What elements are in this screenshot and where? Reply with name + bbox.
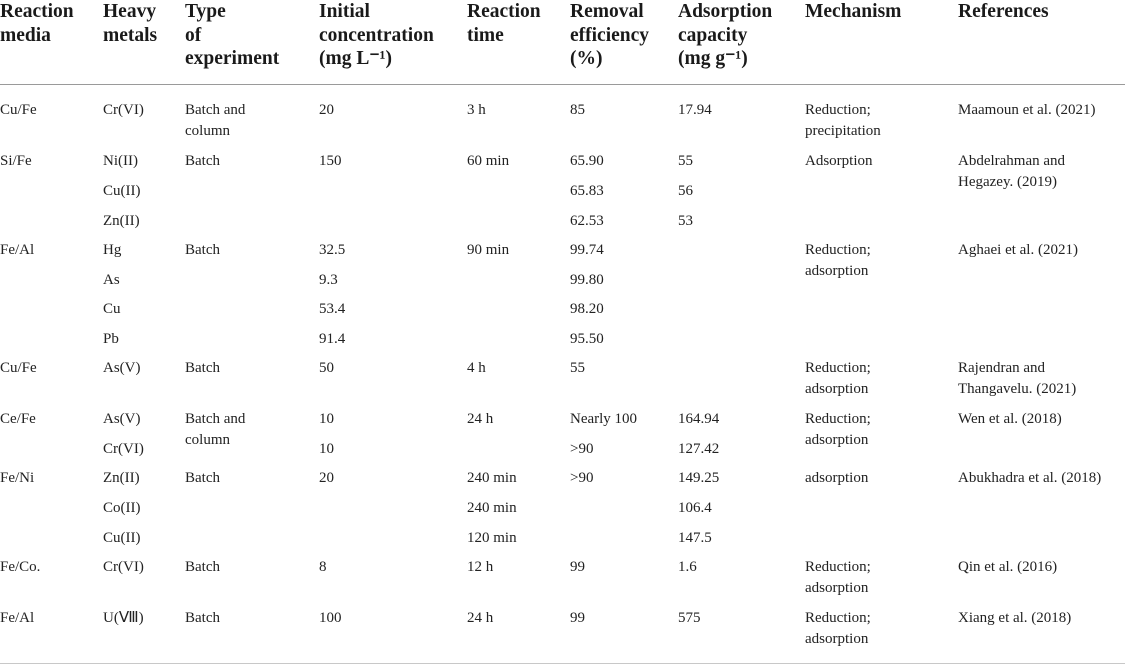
cell-heavy-metals: Cu(II) bbox=[103, 530, 141, 546]
cell-experiment-type: Batch bbox=[185, 242, 220, 258]
cell-adsorption-capacity: 17.94 bbox=[678, 102, 712, 118]
cell-reaction-time: 90 min bbox=[467, 242, 510, 258]
cell-experiment-type: Batch bbox=[185, 360, 220, 376]
cell-reaction-media: Fe/Al bbox=[0, 610, 35, 626]
header-rule bbox=[0, 84, 1125, 85]
cell-reaction-time: 240 min bbox=[467, 470, 517, 486]
cell-adsorption-capacity: 106.4 bbox=[678, 500, 712, 516]
cell-initial-concentration: 53.4 bbox=[319, 301, 346, 317]
cell-adsorption-capacity: 55 bbox=[678, 153, 693, 169]
cell-heavy-metals: Hg bbox=[103, 242, 122, 258]
cell-heavy-metals: Co(II) bbox=[103, 500, 141, 516]
cell-mechanism: Reduction; precipitation bbox=[805, 102, 881, 139]
cell-heavy-metals: Cu bbox=[103, 301, 121, 317]
cell-removal-efficiency: 62.53 bbox=[570, 213, 604, 229]
cell-initial-concentration: 100 bbox=[319, 610, 342, 626]
cell-removal-efficiency: 99.80 bbox=[570, 272, 604, 288]
cell-mechanism: Adsorption bbox=[805, 153, 873, 169]
cell-heavy-metals: Cr(VI) bbox=[103, 441, 144, 457]
cell-initial-concentration: 32.5 bbox=[319, 242, 346, 258]
cell-initial-concentration: 8 bbox=[319, 559, 327, 575]
cell-removal-efficiency: 99 bbox=[570, 610, 585, 626]
cell-reference: Wen et al. (2018) bbox=[958, 411, 1062, 427]
column-header-experiment-type: Type of experiment bbox=[185, 1, 280, 69]
cell-reaction-media: Fe/Co. bbox=[0, 559, 41, 575]
cell-reaction-time: 120 min bbox=[467, 530, 517, 546]
cell-initial-concentration: 50 bbox=[319, 360, 334, 376]
cell-adsorption-capacity: 127.42 bbox=[678, 441, 720, 457]
cell-initial-concentration: 91.4 bbox=[319, 331, 346, 347]
cell-mechanism: Reduction; adsorption bbox=[805, 411, 871, 448]
cell-adsorption-capacity: 575 bbox=[678, 610, 701, 626]
cell-initial-concentration: 9.3 bbox=[319, 272, 338, 288]
cell-removal-efficiency: 99.74 bbox=[570, 242, 604, 258]
cell-removal-efficiency: Nearly 100 bbox=[570, 411, 638, 427]
cell-reference: Maamoun et al. (2021) bbox=[958, 102, 1096, 118]
column-header-mechanism: Mechanism bbox=[805, 1, 902, 22]
cell-reference: Xiang et al. (2018) bbox=[958, 610, 1072, 626]
column-header-adsorption-capacity: Adsorption capacity (mg g⁻¹) bbox=[678, 1, 773, 69]
column-header-reaction-media: Reaction media bbox=[0, 1, 74, 46]
cell-reference: Qin et al. (2016) bbox=[958, 559, 1058, 575]
cell-reference: Abdelrahman and Hegazey. (2019) bbox=[958, 153, 1066, 190]
cell-mechanism: Reduction; adsorption bbox=[805, 559, 871, 596]
cell-reference: Abukhadra et al. (2018) bbox=[958, 470, 1102, 486]
bottom-rule bbox=[0, 663, 1125, 664]
cell-reaction-media: Cu/Fe bbox=[0, 360, 37, 376]
cell-adsorption-capacity: 56 bbox=[678, 183, 693, 199]
cell-experiment-type: Batch and column bbox=[185, 102, 246, 139]
cell-reaction-time: 60 min bbox=[467, 153, 510, 169]
column-header-initial-concentration: Initial concentration (mg L⁻¹) bbox=[319, 1, 434, 69]
cell-heavy-metals: Cr(VI) bbox=[103, 102, 144, 118]
cell-reaction-media: Fe/Ni bbox=[0, 470, 35, 486]
cell-reaction-media: Cu/Fe bbox=[0, 102, 37, 118]
cell-initial-concentration: 20 bbox=[319, 102, 334, 118]
cell-adsorption-capacity: 147.5 bbox=[678, 530, 712, 546]
cell-reaction-media: Ce/Fe bbox=[0, 411, 36, 427]
column-header-heavy-metals: Heavy metals bbox=[103, 1, 158, 46]
cell-removal-efficiency: 65.90 bbox=[570, 153, 604, 169]
cell-heavy-metals: Ni(II) bbox=[103, 153, 138, 169]
cell-reference: Rajendran and Thangavelu. (2021) bbox=[958, 360, 1077, 397]
cell-mechanism: Reduction; adsorption bbox=[805, 242, 871, 279]
cell-reaction-time: 3 h bbox=[467, 102, 486, 118]
cell-experiment-type: Batch bbox=[185, 153, 220, 169]
cell-experiment-type: Batch and column bbox=[185, 411, 246, 448]
cell-reaction-media: Fe/Al bbox=[0, 242, 35, 258]
cell-reaction-time: 12 h bbox=[467, 559, 494, 575]
cell-reaction-time: 4 h bbox=[467, 360, 486, 376]
cell-removal-efficiency: 65.83 bbox=[570, 183, 604, 199]
cell-removal-efficiency: 55 bbox=[570, 360, 585, 376]
cell-experiment-type: Batch bbox=[185, 470, 220, 486]
cell-experiment-type: Batch bbox=[185, 610, 220, 626]
cell-removal-efficiency: 99 bbox=[570, 559, 585, 575]
cell-initial-concentration: 10 bbox=[319, 441, 334, 457]
cell-reaction-time: 24 h bbox=[467, 411, 494, 427]
cell-mechanism: Reduction; adsorption bbox=[805, 610, 871, 647]
cell-heavy-metals: As(V) bbox=[103, 360, 141, 376]
cell-mechanism: Reduction; adsorption bbox=[805, 360, 871, 397]
cell-heavy-metals: U(Ⅷ) bbox=[103, 610, 144, 626]
cell-initial-concentration: 10 bbox=[319, 411, 334, 427]
cell-removal-efficiency: 98.20 bbox=[570, 301, 604, 317]
cell-heavy-metals: Cr(VI) bbox=[103, 559, 144, 575]
cell-heavy-metals: Pb bbox=[103, 331, 119, 347]
cell-removal-efficiency: 95.50 bbox=[570, 331, 604, 347]
cell-adsorption-capacity: 1.6 bbox=[678, 559, 697, 575]
cell-heavy-metals: Cu(II) bbox=[103, 183, 141, 199]
cell-removal-efficiency: 85 bbox=[570, 102, 585, 118]
cell-mechanism: adsorption bbox=[805, 470, 869, 486]
column-header-removal-efficiency: Removal efficiency (%) bbox=[570, 1, 650, 69]
cell-removal-efficiency: >90 bbox=[570, 470, 594, 486]
cell-heavy-metals: As bbox=[103, 272, 120, 288]
cell-reference: Aghaei et al. (2021) bbox=[958, 242, 1078, 258]
cell-adsorption-capacity: 149.25 bbox=[678, 470, 720, 486]
cell-reaction-media: Si/Fe bbox=[0, 153, 32, 169]
column-header-reference: References bbox=[958, 1, 1049, 22]
cell-initial-concentration: 150 bbox=[319, 153, 342, 169]
cell-reaction-time: 24 h bbox=[467, 610, 494, 626]
cell-heavy-metals: Zn(II) bbox=[103, 213, 140, 229]
cell-heavy-metals: As(V) bbox=[103, 411, 141, 427]
cell-adsorption-capacity: 53 bbox=[678, 213, 693, 229]
cell-heavy-metals: Zn(II) bbox=[103, 470, 140, 486]
cell-adsorption-capacity: 164.94 bbox=[678, 411, 720, 427]
cell-initial-concentration: 20 bbox=[319, 470, 334, 486]
cell-experiment-type: Batch bbox=[185, 559, 220, 575]
cell-removal-efficiency: >90 bbox=[570, 441, 594, 457]
column-header-reaction-time: Reaction time bbox=[467, 1, 541, 46]
cell-reaction-time: 240 min bbox=[467, 500, 517, 516]
